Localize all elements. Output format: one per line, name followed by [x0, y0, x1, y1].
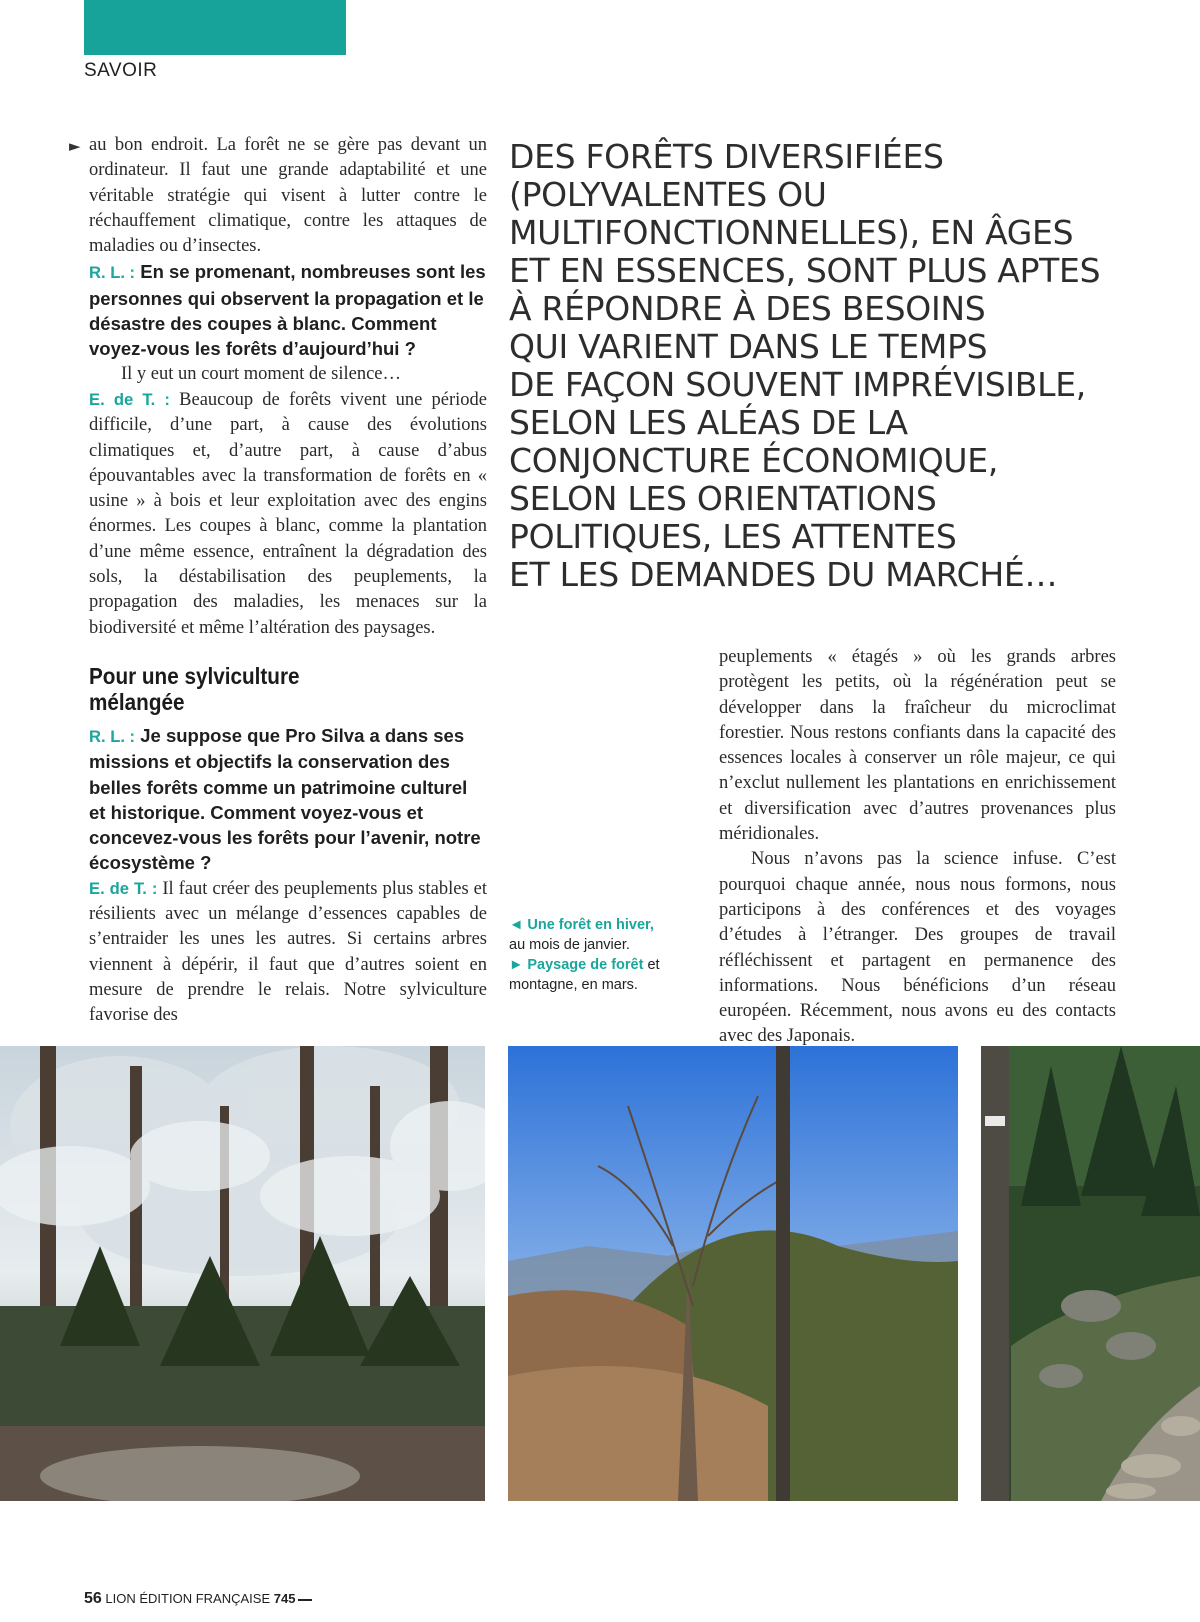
pull-quote-line: POLITIQUES, LES ATTENTES [509, 517, 957, 556]
pull-quote-line: QUI VARIENT DANS LE TEMPS [509, 327, 988, 366]
speaker-label: E. de T. : [89, 389, 170, 409]
mountain-forest-photo [508, 1046, 958, 1501]
forest-path-photo [981, 1046, 1200, 1501]
caption-text: et [643, 957, 660, 973]
subheading-line: mélangée [89, 688, 185, 715]
answer-text: Beaucoup de forêts vivent une période difficile, d’une part, à cause des évolutions climatiques et, d’autre part, à cause d’abus épouvantables avec la transformation de forêts en « usine » à bois et leur exploitation avec des engins énormes. Les coupes à blanc, comme la plantation d’une même essence, entraînent la dégradation des sols, la déstabilisation des peuplements, la propagation des maladies, les menaces sur la biodiversité et même l’altération des paysages. [89, 389, 488, 638]
paragraph: Nous n’avons pas la science infuse. C’est pourquoi chaque année, nous nous formons, nous participons à des conférences et des voyages d’études à l’étranger. Des groupes de travail réfléchissent et partagent en permanence des informations. Nous bénéficions d’un réseau européen. Récemment, nous avons eu des contacts avec des Japonais. [719, 849, 1116, 1047]
caption-highlight: ► Paysage de forêt [509, 957, 644, 973]
page-footer [84, 1590, 312, 1608]
subheading [89, 663, 447, 715]
continuation-arrow-icon: ► [69, 137, 81, 155]
pull-quote-line: CONJONCTURE ÉCONOMIQUE, [509, 441, 999, 480]
section-label: SAVOIR [84, 60, 158, 81]
paragraph: au bon endroit. La forêt ne se gère pas devant un ordinateur. Il faut une grande adaptabilité et une véritable stratégie qui visent à lutter contre le réchauffement climatique, contre les attaques de maladies ou d’insectes. [89, 135, 487, 257]
pull-quote-line: ET EN ESSENCES, SONT PLUS APTES [509, 251, 1101, 290]
answer [89, 387, 487, 641]
pull-quote-line: DE FAÇON SOUVENT IMPRÉVISIBLE, [509, 365, 1086, 404]
speaker-label: R. L. : [89, 263, 136, 283]
question-text: En se promenant, nombreuses sont les personnes qui observent la propagation et le désastre des coupes à blanc. Comment voyez-vous les forêts d’aujourd’hui ? [89, 261, 486, 360]
paragraph: peuplements « étagés » où les grands arbres protègent les petits, où la régénération peut se développer dans la fraîcheur du microclimat forestier. Nous restons confiants dans la capacité des essences locales à conserver un rôle majeur, ce qui n’exclut nullement les plantations en enrichissement et diversification avec d’autres provenances plus méridionales. [719, 647, 1116, 845]
footer-rule [298, 1599, 312, 1601]
question-text: Je suppose que Pro Silva a dans ses missions et objectifs la conservation des belles forêts comme un patrimoine culturel et historique. Comment voyez-vous et concevez-vous les forêts pour l’avenir, notre écosystème ? [89, 724, 481, 874]
pull-quote [509, 138, 1149, 594]
right-column [719, 645, 1116, 1050]
section-color-tab [84, 0, 346, 55]
subheading-line: Pour une sylviculture [89, 662, 300, 689]
caption-1 [509, 915, 689, 935]
pull-quote-line: DES FORÊTS DIVERSIFIÉES [509, 137, 944, 176]
caption-text: au mois de janvier. [509, 937, 630, 953]
question [89, 723, 487, 876]
winter-forest-photo [0, 1046, 485, 1501]
answer [89, 876, 487, 1029]
caption-text: montagne, en mars. [509, 977, 638, 993]
speaker-label: R. L. : [89, 726, 136, 746]
pull-quote-line: SELON LES ALÉAS DE LA [509, 403, 908, 442]
left-column [89, 133, 487, 1029]
issue-number: 745 [273, 1591, 296, 1606]
photo-captions [509, 915, 689, 995]
caption-highlight: ◄ Une forêt en hiver, [509, 917, 654, 933]
answer-text: Il faut créer des peuplements plus stables et résilients avec un mélange d’essences capables de s’entraider les unes les autres. Si certains arbres viennent à dépérir, il faut que d’autres soient en mesure de prendre le relais. Notre sylviculture favorise des [89, 878, 487, 1026]
pull-quote-line: SELON LES ORIENTATIONS [509, 479, 937, 518]
pull-quote-line: ET LES DEMANDES DU MARCHÉ… [509, 555, 1058, 594]
speaker-label: E. de T. : [89, 878, 158, 898]
paragraph: Il y eut un court moment de silence… [121, 363, 401, 384]
pull-quote-line: À RÉPONDRE À DES BESOINS [509, 289, 986, 328]
publication-name: LION ÉDITION FRANÇAISE [105, 1591, 271, 1606]
page-number: 56 [84, 1590, 102, 1607]
pull-quote-line: MULTIFONCTIONNELLES), EN ÂGES [509, 213, 1074, 252]
caption-2 [509, 955, 689, 975]
question [89, 259, 487, 361]
pull-quote-line: (POLYVALENTES OU [509, 175, 827, 214]
